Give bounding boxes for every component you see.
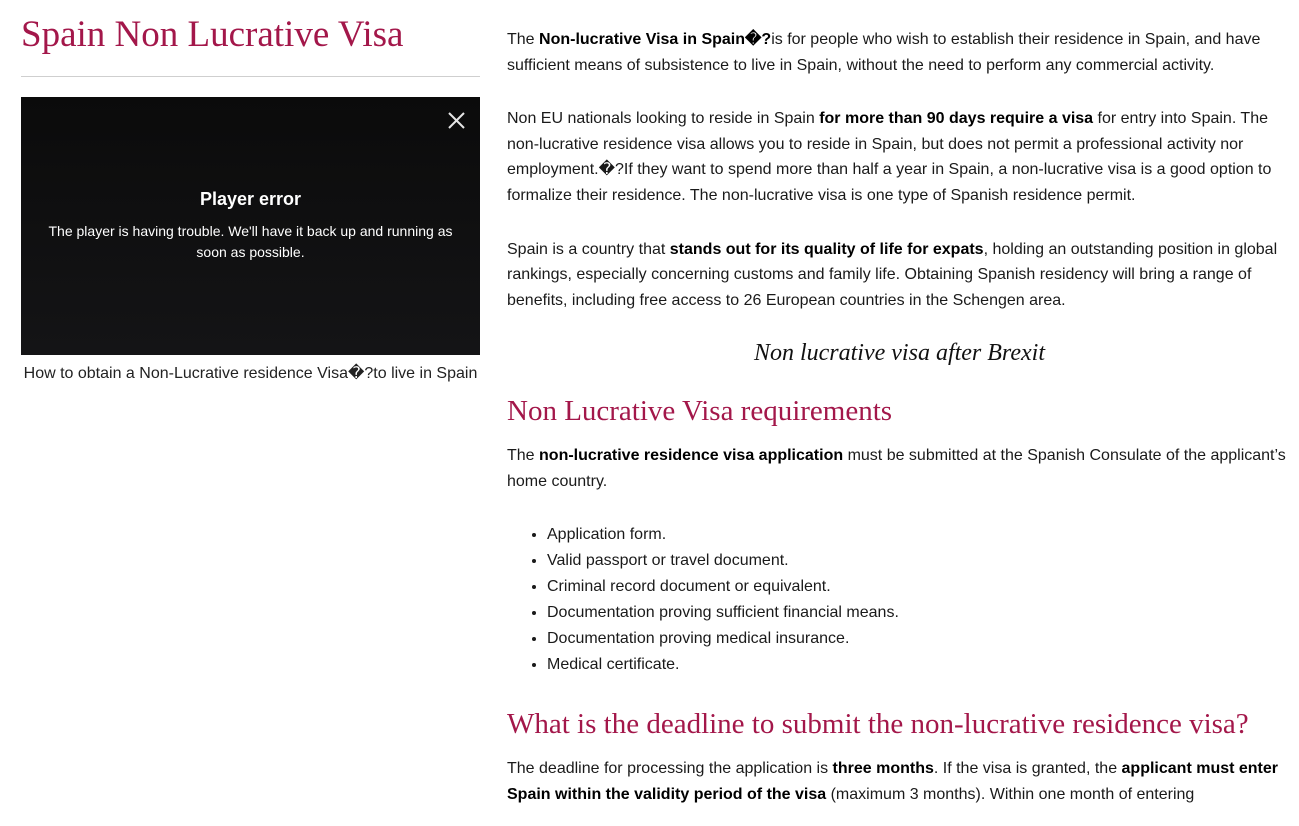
requirements-paragraph: The non-lucrative residence visa application must be submitted at the Spanish Consulate of the applicant’s home country.: [507, 446, 1286, 490]
video-heading: Non lucrative visa after Brexit: [753, 340, 1046, 367]
article-body: [507, 27, 1292, 826]
page-title: Spain Non Lucrative Visa: [21, 14, 404, 55]
list-item: • Application form.: [547, 522, 1292, 548]
intro-paragraph-3: Spain is a country that stands out for its quality of life for expats, holding an outstanding position in global rankings, especially concerning customs and family life. Obtaining Spanish residency will bring a range of benefits, including free access to 26 European countries in the Schengen area.: [507, 240, 1278, 309]
list-item: • Medical certificate.: [547, 652, 1292, 678]
intro-paragraph-2: Non EU nationals looking to reside in Spain for more than 90 days require a visa for entry into Spain. The non-lucrative residence visa allows you to reside in Spain, but does not permit a professional activity nor employment.�?If they want to spend more than half a year in Spain, a non-lucrative visa is a good option to formalize their residence. The non-lucrative visa is one type of Spanish residence permit.: [507, 110, 1272, 204]
list-item: • Criminal record document or equivalent.: [547, 574, 1292, 600]
requirements-heading: Non Lucrative Visa requirements: [507, 394, 893, 427]
list-item: • Documentation proving medical insurance.: [547, 626, 1292, 652]
intro-paragraph-1: The Non-lucrative Visa in Spain�?is for people who wish to establish their residence in Spain, and have sufficient means of subsistence to live in Spain, without the need to perform any commercial activity.: [507, 31, 1261, 74]
player-error-title: Player error: [199, 189, 302, 209]
requirements-list: [507, 522, 1292, 678]
title-divider: [21, 76, 480, 77]
video-player[interactable]: [21, 97, 480, 355]
list-item: • Valid passport or travel document.: [547, 548, 1292, 574]
list-item: • Documentation proving sufficient financial means.: [547, 600, 1292, 626]
deadline-heading: What is the deadline to submit the non-lucrative residence visa?: [507, 708, 1249, 741]
deadline-paragraph: The deadline for processing the application is three months. If the visa is granted, the applicant must enter Spain within the validity period of the visa (maximum 3 months). Within one month of entering: [507, 760, 1279, 803]
close-icon[interactable]: [447, 111, 466, 130]
player-error-message: The player is having trouble. We'll have it back up and running as soon as possible.: [48, 223, 453, 260]
video-caption: How to obtain a Non-Lucrative residence Visa�?to live in Spain: [23, 365, 478, 382]
